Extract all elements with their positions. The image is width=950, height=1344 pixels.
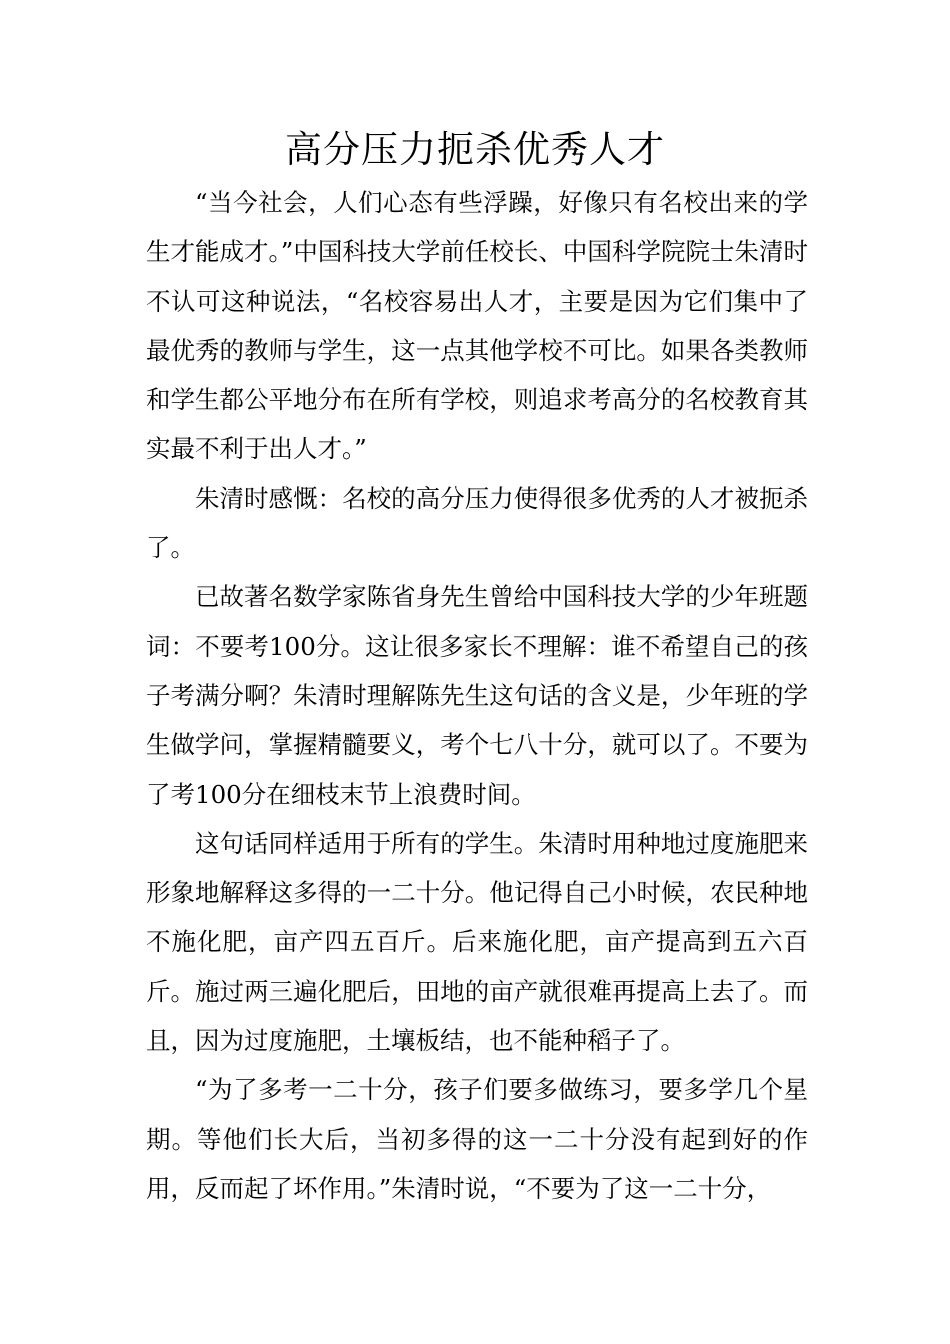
page-title: 高分压力扼杀优秀人才 — [285, 128, 665, 171]
article-body — [146, 178, 808, 1213]
paragraph: “为了多考一二十分，孩子们要多做练习，要多学几个星期。等他们长大后，当初多得的这一二十分没有起到好的作用，反而起了坏作用。”朱清时说，“不要为了这一二十分， — [146, 1075, 808, 1203]
paragraph: “当今社会，人们心态有些浮躁，好像只有名校出来的学生才能成才。”中国科技大学前任校长、中国科学院院士朱清时不认可这种说法，“名校容易出人才，主要是因为它们集中了最优秀的教师与学生，这一点其他学校不可比。如果各类教师和学生都公平地分布在所有学校，则追求考高分的名校教育其实最不利于出人才。” — [146, 188, 808, 464]
paragraph: 朱清时感慨：名校的高分压力使得很多优秀的人才被扼杀了。 — [146, 483, 808, 563]
paragraph: 这句话同样适用于所有的学生。朱清时用种地过度施肥来形象地解释这多得的一二十分。他记得自己小时候，农民种地不施化肥，亩产四五百斤。后来施化肥，亩产提高到五六百斤。施过两三遍化肥后，田地的亩产就很难再提高上去了。而且，因为过度施肥，土壤板结，也不能种稻子了。 — [146, 828, 808, 1056]
paragraph: 已故著名数学家陈省身先生曾给中国科技大学的少年班题词：不要考100分。这让很多家长不理解：谁不希望自己的孩子考满分啊？朱清时理解陈先生这句话的含义是，少年班的学生做学问，掌握精髓要义，考个七八十分，就可以了。不要为了考100分在细枝末节上浪费时间。 — [146, 582, 808, 809]
